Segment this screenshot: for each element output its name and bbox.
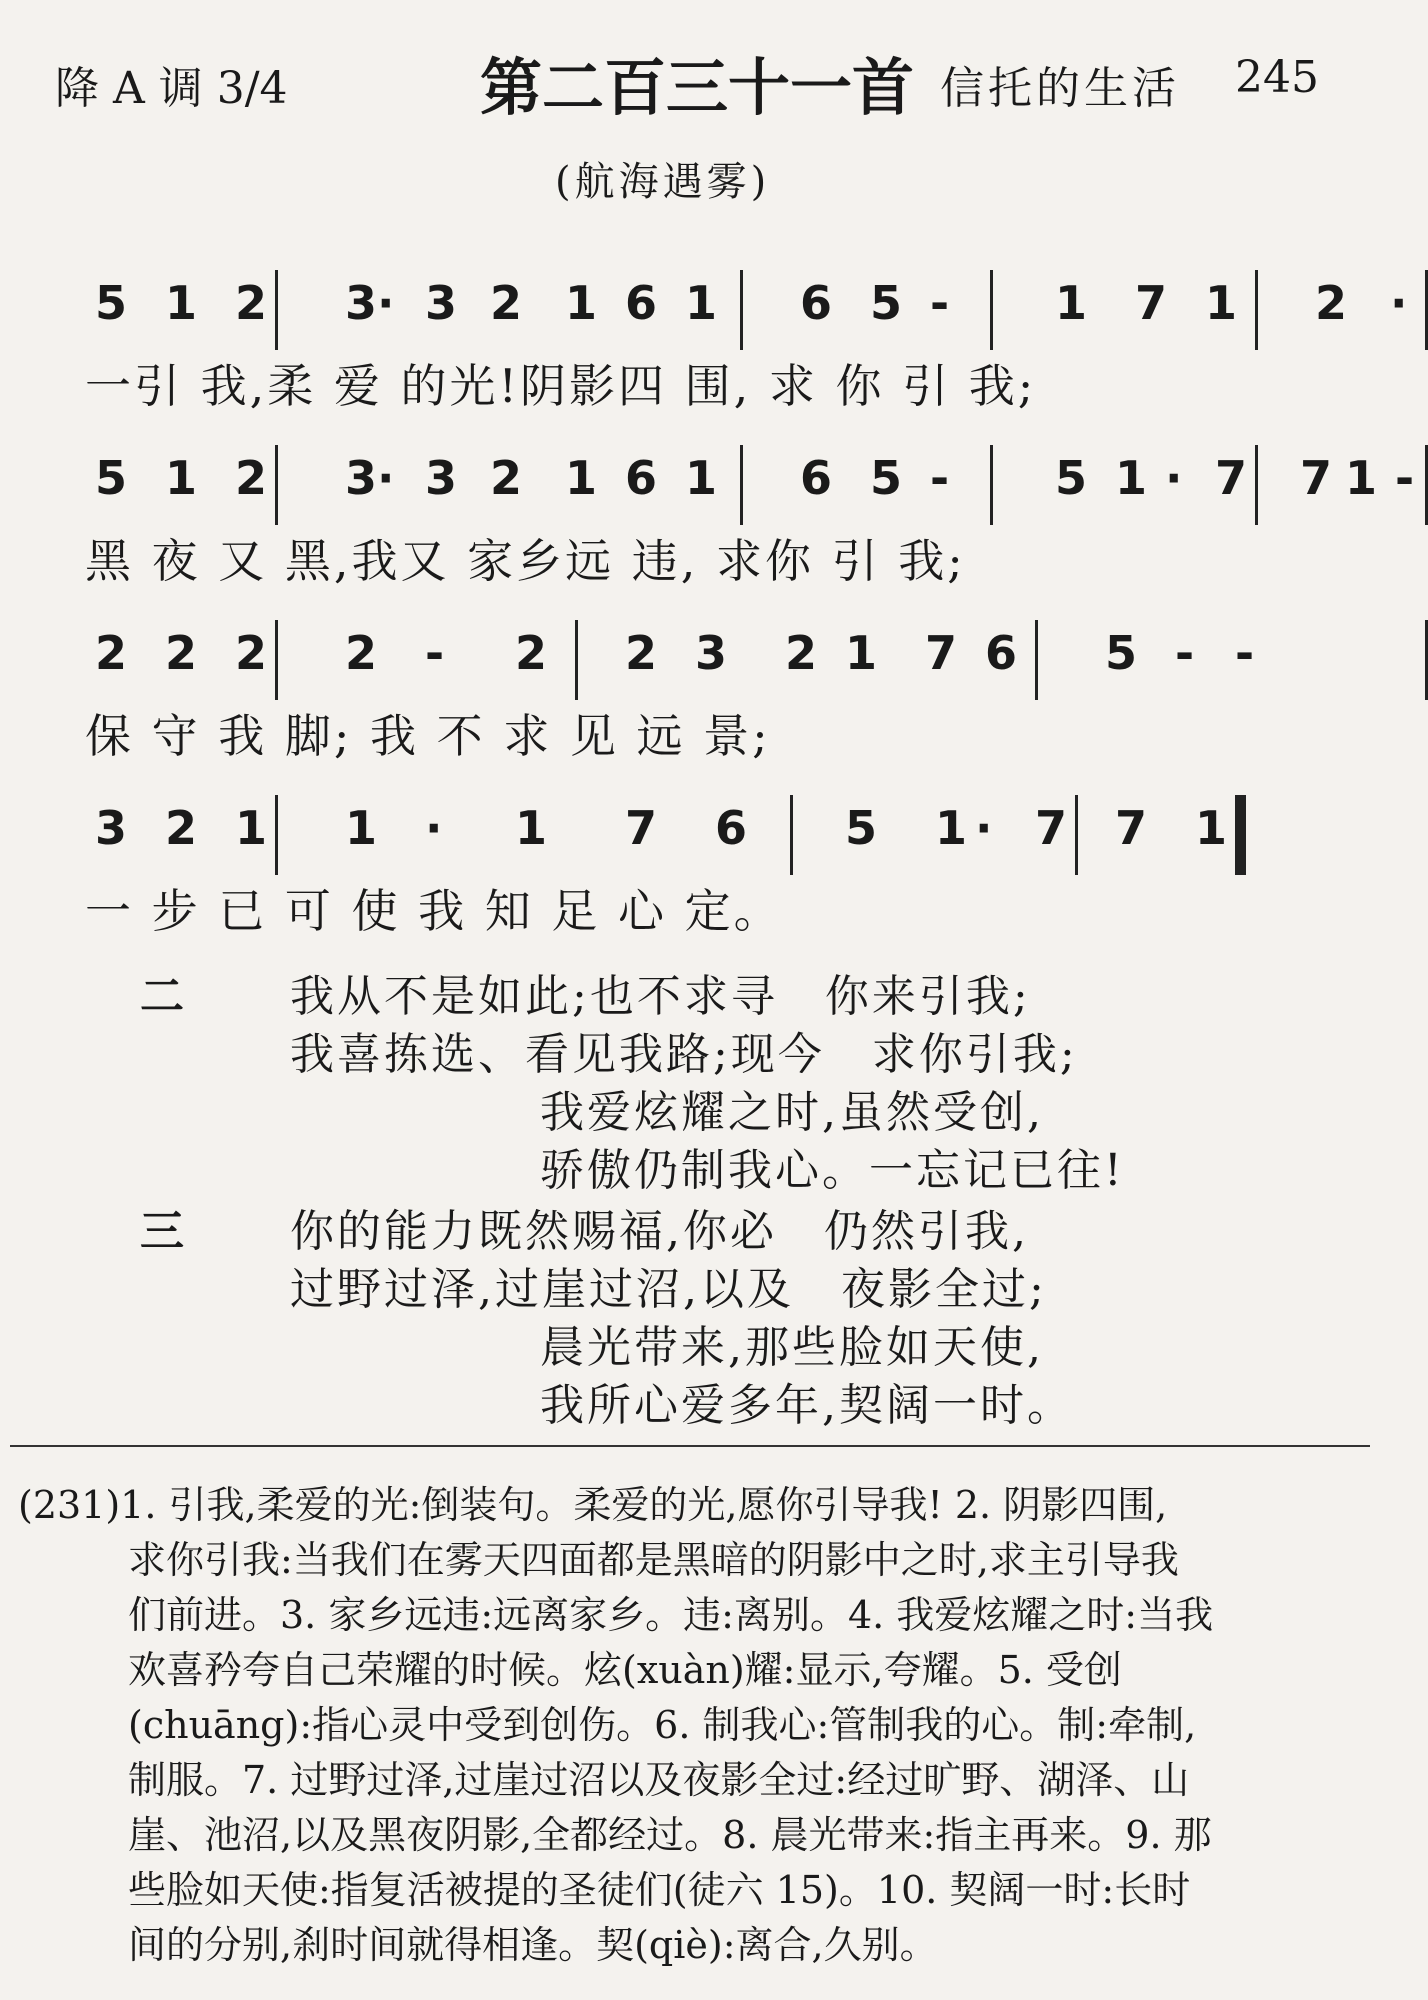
note: 1 xyxy=(165,451,198,505)
note: 5 xyxy=(95,451,128,505)
note: 1 xyxy=(165,276,198,330)
note: 3· xyxy=(345,451,395,505)
note: · xyxy=(1390,276,1408,330)
barline xyxy=(1035,620,1038,700)
note: 1 xyxy=(685,276,718,330)
divider xyxy=(10,1445,1370,1447)
verse-3-line-3: 晨光带来,那些脸如天使, xyxy=(540,1322,1044,1373)
note: 5 xyxy=(870,276,903,330)
lyric-line-3: 保 守 我 脚; 我 不 求 见 远 景; xyxy=(85,709,771,763)
note: 6 xyxy=(625,451,658,505)
key-signature: 降 A 调 3/4 xyxy=(55,63,288,114)
footnote-line: (231)1. 引我,柔爱的光:倒装句。柔爱的光,愿你引导我! 2. 阴影四围, xyxy=(18,1483,1168,1527)
barline xyxy=(1255,445,1258,525)
note: 7 xyxy=(1300,451,1333,505)
note: 2 xyxy=(345,626,378,680)
note: 3 xyxy=(425,451,458,505)
verse-number-2: 二 xyxy=(140,971,184,1022)
note: 5 xyxy=(1105,626,1138,680)
note: 2 xyxy=(235,451,268,505)
note: · xyxy=(425,801,443,855)
note: 3 xyxy=(95,801,128,855)
note: 6 xyxy=(715,801,748,855)
verse-2-line-1: 我从不是如此;也不求寻 你来引我; xyxy=(290,971,1031,1022)
note: 2 xyxy=(165,801,198,855)
barline xyxy=(1075,795,1078,875)
note: 1 xyxy=(1195,801,1228,855)
note: 3 xyxy=(425,276,458,330)
hymn-category: 信托的生活 xyxy=(940,63,1180,114)
barline xyxy=(990,445,993,525)
note: 1 xyxy=(1055,276,1088,330)
note: 2 xyxy=(165,626,198,680)
footnote-line: 制服。7. 过野过泽,过崖过沼以及夜影全过:经过旷野、湖泽、山 xyxy=(128,1758,1190,1802)
note: 2 xyxy=(235,626,268,680)
footnote xyxy=(18,1478,1373,1973)
note: 3 xyxy=(695,626,728,680)
note: 1 xyxy=(565,276,598,330)
note: 2 xyxy=(625,626,658,680)
note: 1 xyxy=(685,451,718,505)
footnote-line: 间的分别,刹时间就得相逢。契(qiè):离合,久别。 xyxy=(128,1923,938,1967)
barline xyxy=(275,445,278,525)
note: 3· xyxy=(345,276,395,330)
footnote-line: 们前进。3. 家乡远违:远离家乡。违:离别。4. 我爱炫耀之时:当我 xyxy=(128,1593,1214,1637)
note: 5 xyxy=(870,451,903,505)
barline xyxy=(275,795,278,875)
note: 5 xyxy=(95,276,128,330)
barline xyxy=(990,270,993,350)
note: 6 xyxy=(625,276,658,330)
note: 5 xyxy=(845,801,878,855)
note: · xyxy=(975,801,993,855)
barline xyxy=(740,445,743,525)
lyric-line-4: 一 步 已 可 使 我 知 足 心 定。 xyxy=(85,884,783,938)
note: 1 xyxy=(515,801,548,855)
hymn-title: 第二百三十一首 xyxy=(480,51,915,124)
note: 5 xyxy=(1055,451,1088,505)
note: 2 xyxy=(490,276,523,330)
barline xyxy=(275,620,278,700)
barline xyxy=(275,270,278,350)
barline xyxy=(1235,795,1246,875)
verse-3-line-4: 我所心爱多年,契阔一时。 xyxy=(540,1380,1074,1431)
footnote-line: 些脸如天使:指复活被提的圣徒们(徒六 15)。10. 契阔一时:长时 xyxy=(128,1868,1191,1912)
note: 7 xyxy=(1035,801,1068,855)
note: - xyxy=(1235,626,1255,680)
note: - xyxy=(425,626,445,680)
footnote-line: (chuāng):指心灵中受到创伤。6. 制我心:管制我的心。制:牵制, xyxy=(128,1703,1197,1747)
barline xyxy=(575,620,578,700)
note: 2 xyxy=(95,626,128,680)
note: 1 xyxy=(235,801,268,855)
barline xyxy=(790,795,793,875)
note: 1 xyxy=(565,451,598,505)
note: 7 xyxy=(925,626,958,680)
note: 1 xyxy=(935,801,968,855)
note: 7 xyxy=(1135,276,1168,330)
note: 1 xyxy=(845,626,878,680)
note: 2 xyxy=(515,626,548,680)
note: 1 xyxy=(1205,276,1238,330)
note: 7 xyxy=(1115,801,1148,855)
note: 2 xyxy=(235,276,268,330)
verse-number-3: 三 xyxy=(140,1206,184,1257)
tune-name: (航海遇雾) xyxy=(555,159,771,205)
lyric-line-1: 一引 我,柔 爱 的光!阴影四 围, 求 你 引 我; xyxy=(85,359,1037,413)
note: 7 xyxy=(625,801,658,855)
page-number: 245 xyxy=(1235,52,1319,103)
note: 2 xyxy=(785,626,818,680)
barline xyxy=(1255,270,1258,350)
verse-2-line-4: 骄傲仍制我心。一忘记已往! xyxy=(540,1145,1125,1196)
note: 1 xyxy=(345,801,378,855)
note: 7 xyxy=(1215,451,1248,505)
verse-2-line-3: 我爱炫耀之时,虽然受创, xyxy=(540,1087,1044,1138)
note: · xyxy=(1165,451,1183,505)
note: 6 xyxy=(800,451,833,505)
note: 1 xyxy=(1115,451,1148,505)
verse-3-line-1: 你的能力既然赐福,你必 仍然引我, xyxy=(290,1206,1029,1257)
note: - xyxy=(930,276,950,330)
verse-2-line-2: 我喜拣选、看见我路;现今 求你引我; xyxy=(290,1029,1078,1080)
footnote-line: 求你引我:当我们在雾天四面都是黑暗的阴影中之时,求主引导我 xyxy=(128,1538,1179,1582)
note: 6 xyxy=(800,276,833,330)
footnote-line: 崖、池沼,以及黑夜阴影,全都经过。8. 晨光带来:指主再来。9. 那 xyxy=(128,1813,1212,1857)
note: 2 xyxy=(1315,276,1348,330)
note: 2 xyxy=(490,451,523,505)
note: 6 xyxy=(985,626,1018,680)
note: - xyxy=(930,451,950,505)
note: - xyxy=(1395,451,1415,505)
note: 1 xyxy=(1345,451,1378,505)
barline xyxy=(740,270,743,350)
note: - xyxy=(1175,626,1195,680)
footnote-line: 欢喜矜夸自己荣耀的时候。炫(xuàn)耀:显示,夸耀。5. 受创 xyxy=(128,1648,1122,1692)
lyric-line-2: 黑 夜 又 黑,我又 家乡远 违, 求你 引 我; xyxy=(85,534,966,588)
verse-3-line-2: 过野过泽,过崖过沼,以及 夜影全过; xyxy=(290,1264,1047,1315)
